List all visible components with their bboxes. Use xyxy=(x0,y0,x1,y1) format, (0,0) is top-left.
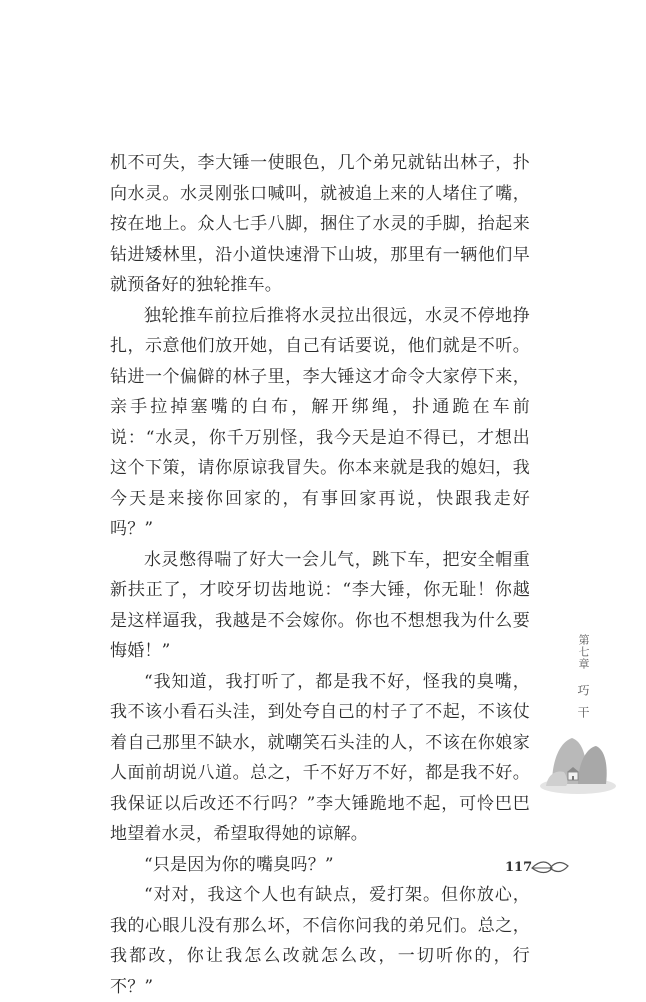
paragraph: “对对，我这个人也有缺点，爱打架。但你放心，我的心眼儿没有那么坏，不信你问我的弟兄们。总之，我都改，你让我怎么改就怎么改，一切听你的，行不？” xyxy=(110,885,530,997)
chapter-label: 第七章 xyxy=(577,634,590,670)
leaf-ornament-icon xyxy=(530,858,570,878)
paragraph: 水灵憋得喘了好大一会儿气，跳下车，把安全帽重新扶正了，才咬牙切齿地说：“李大锤，你无耻！你越是这样逼我，我越是不会嫁你。你也不想想我为什么要悔婚！” xyxy=(110,549,530,661)
body-text xyxy=(110,148,533,1002)
chapter-title: 巧干 xyxy=(576,684,590,728)
page-number: 117 xyxy=(505,860,533,875)
paragraph: 独轮推车前拉后推将水灵拉出很远，水灵不停地挣扎，示意他们放开她，自己有话要说，他们就是不听。钻进一个偏僻的林子里，李大锤这才命令大家停下来，亲手拉掉塞嘴的白布，解开绑绳，扑通跪在车前说：“水灵，你千万别怪，我今天是迫不得已，才想出这个下策，请你原谅我冒失。你本来就是我的媳妇，我今天是来接你回家的，有事回家再说，快跟我走好吗？” xyxy=(110,305,530,539)
paragraph: “只是因为你的嘴臭吗？” xyxy=(144,854,334,875)
paragraph: 机不可失，李大锤一使眼色，几个弟兄就钻出林子，扑向水灵。水灵刚张口喊叫，就被追上来的人堵住了嘴，按在地上。众人七手八脚，捆住了水灵的手脚，抬起来钻进矮林里，沿小道快速滑下山坡，那里有一辆他们早就预备好的独轮推车。 xyxy=(110,153,530,295)
paragraph: “我知道，我打听了，都是我不好，怪我的臭嘴，我不该小看石头洼，到处夸自己的村子了不起，不该仗着自己那里不缺水，就嘲笑石头洼的人，不该在你娘家人面前胡说八道。总之，千不好万不好，都是我不好。我保证以后改还不行吗？”李大锤跪地不起，可怜巴巴地望着水灵，希望取得她的谅解。 xyxy=(110,671,530,844)
landscape-illustration xyxy=(538,724,618,796)
